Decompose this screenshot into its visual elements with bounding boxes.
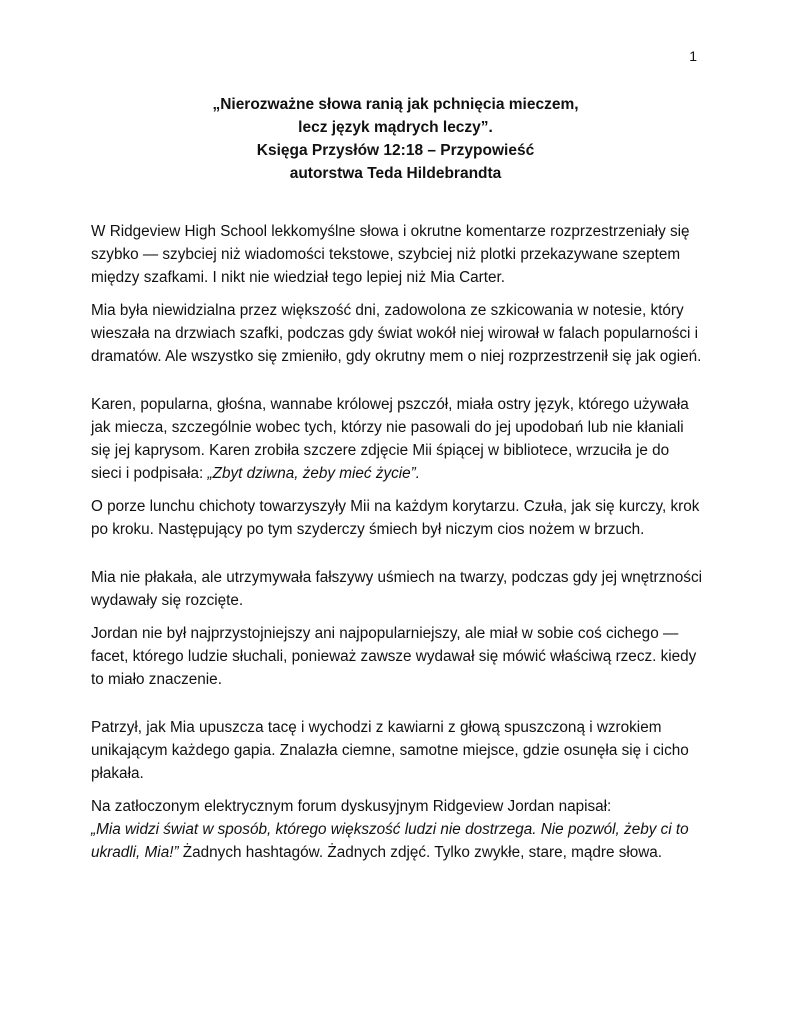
paragraph-8-intro: Na zatłoczonym elektrycznym forum dyskusyjnym Ridgeview Jordan napisał: (91, 798, 612, 815)
title-block (0, 93, 791, 185)
body-text (91, 220, 703, 864)
paragraph-8 (91, 795, 703, 864)
page-number: 1 (689, 48, 697, 64)
paragraph-2: Mia była niewidzialna przez większość dni, zadowolona ze szkicowania w notesie, który wieszała na drzwiach szafki, podczas gdy świat wokół niej wirował w falach popularności i dramatów. Ale wszystko się zmieniło, gdy okrutny mem o niej rozprzestrzenił się jak ogień. (91, 302, 702, 365)
paragraph-1: W Ridgeview High School lekkomyślne słowa i okrutne komentarze rozprzestrzeniały się szybko — szybciej niż wiadomości tekstowe, szybciej niż plotki przekazywane szeptem między szafkami. I nikt nie wiedział tego lepiej niż Mia Carter. (91, 223, 690, 286)
paragraph-4: O porze lunchu chichoty towarzyszyły Mii na każdym korytarzu. Czuła, jak się kurczy, krok po kroku. Następujący po tym szyderczy śmiech był niczym cios nożem w brzuch. (91, 498, 700, 538)
paragraph-3-quote: „Zbyt dziwna, żeby mieć życie”. (207, 465, 421, 482)
title-line-4: autorstwa Teda Hildebrandta (289, 165, 502, 182)
paragraph-3 (91, 393, 703, 485)
paragraph-8-quote: „Mia widzi świat w sposób, którego większość ludzi nie dostrzega. Nie pozwól, żeby ci to ukradli, Mia!” (91, 821, 689, 861)
paragraph-6: Jordan nie był najprzystojniejszy ani najpopularniejszy, ale miał w sobie coś cichego — facet, którego ludzie słuchali, ponieważ zawsze wydawał się mówić właściwą rzecz. kiedy to miało znaczenie. (91, 625, 697, 688)
paragraph-8-end: Żadnych hashtagów. Żadnych zdjęć. Tylko zwykłe, stare, mądre słowa. (178, 844, 663, 861)
title-line-1: „Nierozważne słowa ranią jak pchnięcia mieczem, (212, 96, 579, 113)
paragraph-7: Patrzył, jak Mia upuszcza tacę i wychodzi z kawiarni z głową spuszczoną i wzrokiem unikającym każdego gapia. Znalazła ciemne, samotne miejsce, gdzie osunęła się i cicho płakała. (91, 719, 689, 782)
paragraph-5: Mia nie płakała, ale utrzymywała fałszywy uśmiech na twarzy, podczas gdy jej wnętrzności wydawały się rozcięte. (91, 569, 702, 609)
title-line-3: Księga Przysłów 12:18 – Przypowieść (256, 142, 535, 159)
paragraph-3-text: Karen, popularna, głośna, wannabe królowej pszczół, miała ostry język, którego używała jak miecza, szczególnie wobec tych, którzy nie pasowali do jej upodobań lub nie kłaniali się jej kaprysom. Karen zrobiła szczere zdjęcie Mii śpiącej w bibliotece, wrzuciła je do sieci i podpisała: (91, 396, 689, 482)
title-line-2: lecz język mądrych leczy”. (298, 119, 493, 136)
